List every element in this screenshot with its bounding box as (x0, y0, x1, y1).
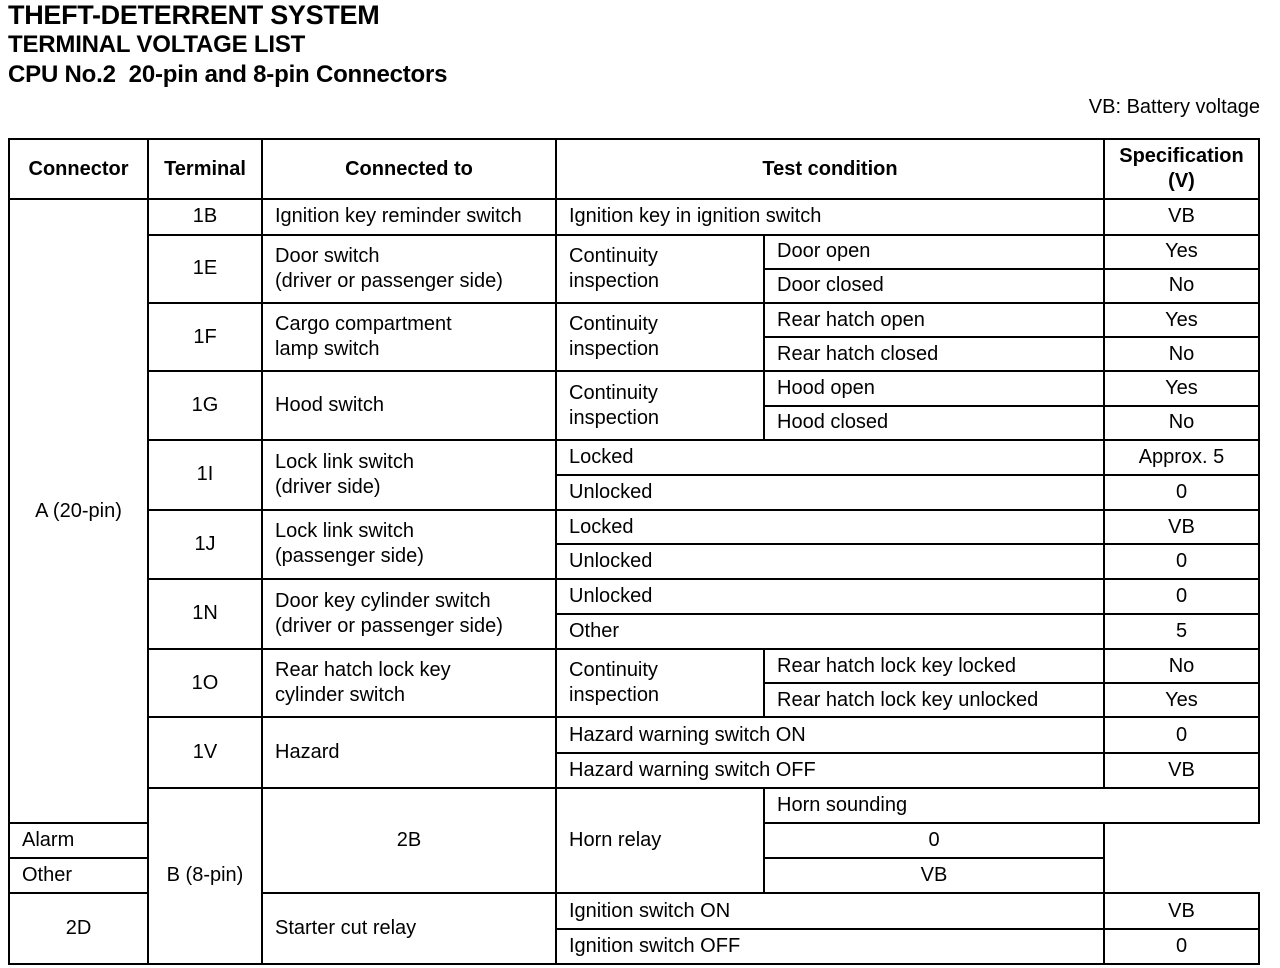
test-condition-cell: Rear hatch lock key unlocked (764, 683, 1104, 717)
connected-to-cell: Cargo compartment lamp switch (262, 303, 556, 371)
spec-cell: 0 (1104, 717, 1259, 752)
test-group-cell: Continuity inspection (556, 649, 764, 717)
test-group-cell: Continuity inspection (556, 371, 764, 439)
connector-b: B (8-pin) (148, 788, 262, 964)
test-condition-cell: Unlocked (556, 579, 1104, 614)
table-row (9, 235, 1259, 269)
spec-cell: No (1104, 337, 1259, 371)
spec-cell: Yes (1104, 683, 1259, 717)
test-condition-cell: Hazard warning switch OFF (556, 753, 1104, 788)
test-condition-cell: Hazard warning switch ON (556, 717, 1104, 752)
test-condition-cell: Other (556, 614, 1104, 649)
connected-to-cell: Door switch (driver or passenger side) (262, 235, 556, 303)
connected-to-cell: Hood switch (262, 371, 556, 439)
battery-voltage-note: VB: Battery voltage (1088, 96, 1260, 118)
spec-cell: VB (764, 858, 1104, 893)
terminal-cell: 1F (148, 303, 262, 371)
table-row (9, 510, 1259, 544)
table-row (9, 199, 1259, 234)
connected-to-cell: Starter cut relay (262, 893, 556, 964)
test-condition-cell: Door open (764, 235, 1104, 269)
title-block (8, 0, 447, 90)
table-row (9, 579, 1259, 614)
spec-cell: No (1104, 269, 1259, 303)
spec-cell: 5 (1104, 614, 1259, 649)
test-condition-cell: Ignition switch ON (556, 893, 1104, 928)
spec-cell: Yes (1104, 303, 1259, 337)
test-group-cell: Continuity inspection (556, 303, 764, 371)
connected-to-cell: Horn relay (556, 788, 764, 894)
test-condition-cell: Locked (556, 510, 1104, 544)
page-subtitle: TERMINAL VOLTAGE LIST (8, 31, 306, 58)
test-group-cell: Continuity inspection (556, 235, 764, 303)
test-condition-cell: Unlocked (556, 544, 1104, 578)
table-row (9, 649, 1259, 683)
test-condition-cell: Alarm (9, 823, 262, 858)
page-subtitle-2: CPU No.2 20-pin and 8-pin Connectors (8, 61, 448, 88)
header-specification: Specification (V) (1104, 139, 1259, 199)
spec-cell: Yes (1104, 371, 1259, 405)
test-condition-cell: Hood open (764, 371, 1104, 405)
test-condition-cell: Rear hatch open (764, 303, 1104, 337)
spec-cell: Yes (1104, 235, 1259, 269)
terminal-cell: 1I (148, 440, 262, 510)
terminal-cell: 2D (9, 893, 148, 964)
terminal-voltage-table (8, 138, 1260, 965)
spec-cell: 0 (1104, 579, 1259, 614)
spec-cell: No (1104, 649, 1259, 683)
connected-to-cell: Ignition key reminder switch (262, 199, 556, 234)
terminal-cell: 1E (148, 235, 262, 303)
spec-cell: 0 (1104, 929, 1259, 964)
header-test-condition: Test condition (556, 139, 1104, 199)
spec-cell: VB (1104, 510, 1259, 544)
connected-to-cell: Lock link switch (passenger side) (262, 510, 556, 578)
spec-cell: 0 (1104, 544, 1259, 578)
test-condition-cell: Ignition key in ignition switch (556, 199, 1104, 234)
terminal-cell: 1N (148, 579, 262, 649)
spec-cell: VB (1104, 199, 1259, 234)
table-row (9, 371, 1259, 405)
test-condition-cell: Door closed (764, 269, 1104, 303)
test-condition-cell: Locked (556, 440, 1104, 475)
test-condition-cell: Hood closed (764, 406, 1104, 440)
terminal-cell: 1G (148, 371, 262, 439)
test-condition-cell: Rear hatch lock key locked (764, 649, 1104, 683)
terminal-cell: 1J (148, 510, 262, 578)
test-condition-cell: Unlocked (556, 475, 1104, 510)
connector-a: A (20-pin) (9, 199, 148, 823)
header-row (9, 139, 1259, 199)
spec-cell: No (1104, 406, 1259, 440)
spec-cell: 0 (1104, 475, 1259, 510)
connected-to-cell: Rear hatch lock key cylinder switch (262, 649, 556, 717)
table-row (9, 717, 1259, 752)
table-row (9, 303, 1259, 337)
terminal-cell: 1B (148, 199, 262, 234)
test-condition-cell: Horn sounding (764, 788, 1259, 823)
terminal-cell: 1V (148, 717, 262, 787)
test-condition-cell: Other (9, 858, 262, 893)
connected-to-cell: Lock link switch (driver side) (262, 440, 556, 510)
header-connected-to: Connected to (262, 139, 556, 199)
spec-cell: 0 (764, 823, 1104, 858)
test-condition-cell: Rear hatch closed (764, 337, 1104, 371)
terminal-cell: 2B (262, 788, 556, 894)
header-connector: Connector (9, 139, 148, 199)
header-terminal: Terminal (148, 139, 262, 199)
spec-cell: VB (1104, 893, 1259, 928)
spec-cell: Approx. 5 (1104, 440, 1259, 475)
spec-cell: VB (1104, 753, 1259, 788)
test-condition-cell: Ignition switch OFF (556, 929, 1104, 964)
connected-to-cell: Hazard (262, 717, 556, 787)
terminal-cell: 1O (148, 649, 262, 717)
table-row (9, 788, 1259, 823)
page-title: THEFT-DETERRENT SYSTEM (8, 0, 380, 30)
table-row (9, 440, 1259, 475)
connected-to-cell: Door key cylinder switch (driver or passenger side) (262, 579, 556, 649)
